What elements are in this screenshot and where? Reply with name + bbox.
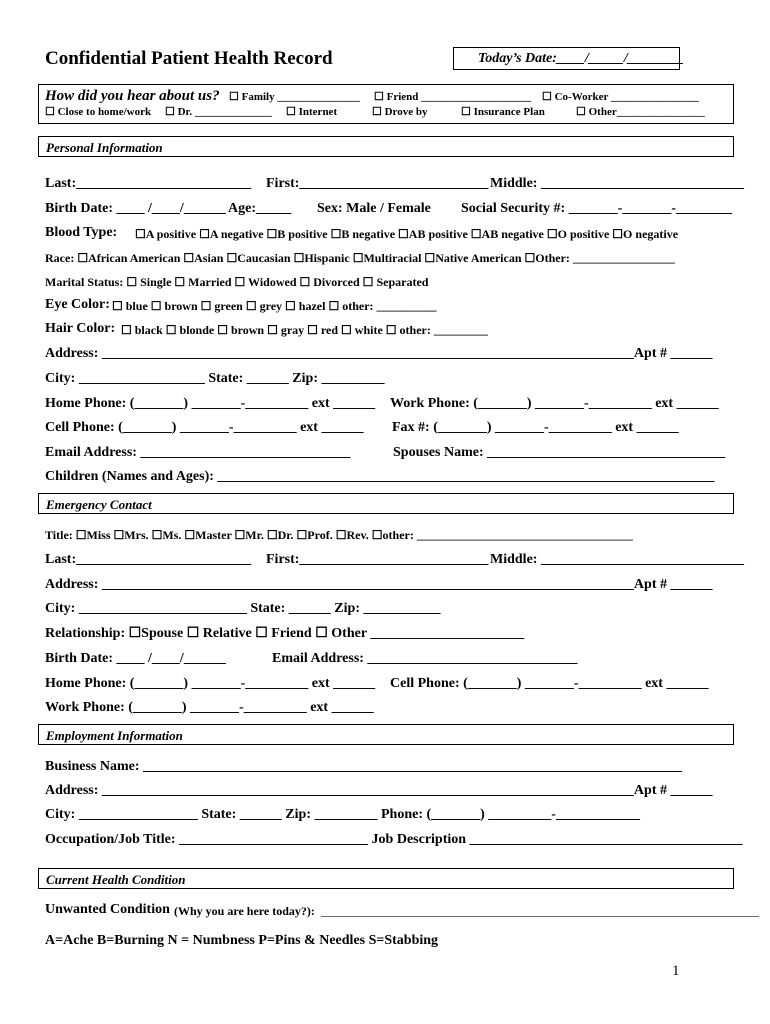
marital-status-options[interactable]: Marital Status: ☐ Single ☐ Married ☐ Widowed ☐ Divorced ☐ Separated: [45, 275, 429, 289]
eye-color-label: Eye Color:: [45, 297, 110, 312]
personal-birth-date[interactable]: Birth Date: ____ /____/______: [45, 201, 226, 216]
referral-drove-by[interactable]: ☐ Drove by: [372, 106, 428, 118]
emergency-last-name[interactable]: Last:_________________________: [45, 552, 252, 567]
referral-dr[interactable]: ☐ Dr. ______________: [165, 106, 272, 118]
personal-age[interactable]: Age:_____: [228, 201, 291, 216]
personal-ssn[interactable]: Social Security #: _______-_______-________: [461, 201, 733, 216]
unwanted-condition-line[interactable]: _________________________________________________________________________: [321, 904, 759, 918]
referral-family[interactable]: ☐ Family _______________: [229, 91, 360, 103]
emergency-work-phone[interactable]: Work Phone: (_______) _______-_________ ext ______: [45, 700, 374, 715]
section-header-personal: [38, 136, 734, 157]
emergency-title-options[interactable]: Title: ☐Miss ☐Mrs. ☐Ms. ☐Master ☐Mr. ☐Dr. ☐Prof. ☐Rev. ☐other: ____________________________________: [45, 528, 633, 542]
emergency-home-phone[interactable]: Home Phone: (_______) _______-_________ ext ______: [45, 676, 376, 691]
personal-home-phone[interactable]: Home Phone: (_______) _______-_________ ext ______: [45, 396, 376, 411]
employment-business-name[interactable]: Business Name: _____________________________________________________________________________: [45, 759, 683, 774]
todays-date-box[interactable]: [453, 47, 684, 70]
emergency-city-state-zip[interactable]: City: ________________________ State: ______ Zip: ___________: [45, 601, 441, 616]
referral-coworker[interactable]: ☐ Co-Worker ________________: [542, 91, 699, 103]
race-options[interactable]: Race: ☐African American ☐Asian ☐Caucasian ☐Hispanic ☐Multiracial ☐Native American ☐Other: _________________: [45, 251, 675, 265]
referral-question: How did you hear about us?: [45, 88, 220, 104]
page-title: Confidential Patient Health Record: [45, 48, 333, 69]
personal-fax[interactable]: Fax #: (_______) _______-_________ ext ______: [392, 420, 679, 435]
hair-color-label: Hair Color:: [45, 321, 116, 336]
section-title-employment: Employment Information: [46, 728, 183, 743]
unwanted-condition-hint: (Why you are here today?):: [174, 904, 315, 918]
referral-internet[interactable]: ☐ Internet: [286, 106, 338, 118]
personal-work-phone[interactable]: Work Phone: (_______) _______-_________ ext ______: [390, 396, 719, 411]
referral-insurance[interactable]: ☐ Insurance Plan: [461, 106, 545, 118]
page-number: 1: [672, 963, 680, 979]
referral-close-to-home[interactable]: ☐ Close to home/work: [45, 106, 152, 118]
personal-city-state-zip[interactable]: City: __________________ State: ______ Zip: _________: [45, 371, 385, 386]
hair-color-options[interactable]: ☐ black ☐ blonde ☐ brown ☐ gray ☐ red ☐ white ☐ other: _________: [121, 323, 488, 337]
unwanted-condition-label: Unwanted Condition: [45, 902, 170, 917]
personal-children[interactable]: Children (Names and Ages): _______________________________________________________________________: [45, 469, 715, 484]
symptom-legend: A=Ache B=Burning N = Numbness P=Pins & Needles S=Stabbing: [45, 933, 439, 948]
emergency-middle-name[interactable]: Middle: _____________________________: [490, 552, 744, 567]
employment-city-state-zip-phone[interactable]: City: _________________ State: ______ Zip: _________ Phone: (_______) _________-____________: [45, 807, 640, 822]
referral-other[interactable]: ☐ Other________________: [576, 106, 705, 118]
personal-email[interactable]: Email Address: ______________________________: [45, 445, 351, 460]
section-title-health: Current Health Condition: [46, 872, 186, 887]
emergency-relationship[interactable]: Relationship: ☐Spouse ☐ Relative ☐ Friend ☐ Other ______________________: [45, 626, 525, 641]
emergency-first-name[interactable]: First:___________________________: [266, 552, 489, 567]
emergency-email[interactable]: Email Address: ______________________________: [272, 651, 578, 666]
emergency-address[interactable]: Address: ____________________________________________________________________________Apt # ______: [45, 577, 713, 592]
emergency-cell-phone[interactable]: Cell Phone: (_______) _______-_________ ext ______: [390, 676, 709, 691]
blood-type-options[interactable]: ☐A positive ☐A negative ☐B positive ☐B negative ☐AB positive ☐AB negative ☐O positive ☐O negative: [135, 227, 679, 241]
blood-type-label: Blood Type:: [45, 225, 118, 240]
referral-friend[interactable]: ☐ Friend ____________________: [374, 91, 532, 103]
section-title-personal: Personal Information: [46, 140, 163, 155]
personal-spouse-name[interactable]: Spouses Name: __________________________________: [393, 445, 726, 460]
section-header-emergency: [38, 493, 734, 514]
personal-address[interactable]: Address: ____________________________________________________________________________Apt # ______: [45, 346, 713, 361]
personal-last-name[interactable]: Last:_________________________: [45, 176, 252, 191]
section-header-employment: [38, 724, 734, 745]
personal-cell-phone[interactable]: Cell Phone: (_______) _______-_________ ext ______: [45, 420, 364, 435]
personal-first-name[interactable]: First:___________________________: [266, 176, 489, 191]
section-title-emergency: Emergency Contact: [46, 497, 152, 512]
personal-middle-name[interactable]: Middle: _____________________________: [490, 176, 744, 191]
employment-occupation[interactable]: Occupation/Job Title: ___________________________ Job Description _______________________________________: [45, 832, 743, 847]
employment-address[interactable]: Address: ____________________________________________________________________________Apt # ______: [45, 783, 713, 798]
emergency-birth-date[interactable]: Birth Date: ____ /____/______: [45, 651, 226, 666]
todays-date-field[interactable]: Today’s Date:____/_____/________: [478, 51, 684, 66]
eye-color-options[interactable]: ☐ blue ☐ brown ☐ green ☐ grey ☐ hazel ☐ other: __________: [112, 299, 437, 313]
section-header-health: [38, 868, 734, 889]
personal-sex[interactable]: Sex: Male / Female: [317, 201, 431, 216]
